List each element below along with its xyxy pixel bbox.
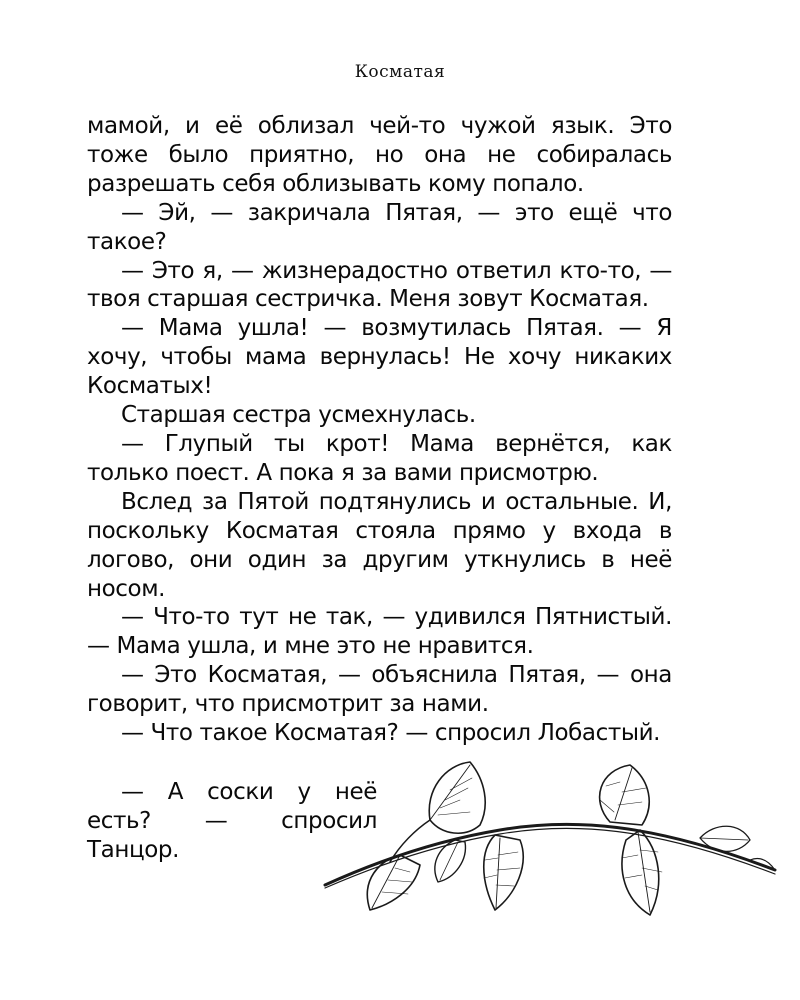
paragraph: Старшая сестра усмехнулась. bbox=[121, 402, 476, 429]
paragraph: — Это Косматая, — объяснила Пятая, — она говорит, что присмотрит за нами. bbox=[87, 662, 672, 718]
running-head: Косматая bbox=[354, 62, 446, 82]
paragraph: Вслед за Пятой подтянулись и остальные. И, поскольку Косматая стояла прямо у входа в логово, они один за другим уткнулись в неё носом. bbox=[87, 488, 672, 602]
paragraph: — Это я, — жизнерадостно ответил кто-то, — твоя старшая сестричка. Меня зовут Косматая. bbox=[87, 257, 672, 313]
birch-branch-icon bbox=[320, 760, 780, 940]
paragraph: — Что такое Косматая? — спросил Лобастый. bbox=[121, 720, 661, 747]
main-text bbox=[87, 112, 672, 748]
paragraph: — Мама ушла! — возмутилась Пятая. — Я хочу, чтобы мама вернулась! Не хочу никаких Косматых! bbox=[87, 315, 672, 400]
paragraph: — А соски у неё есть? — спросил Танцор. bbox=[87, 779, 377, 863]
paragraph: — Что-то тут не так, — удивился Пятнистый. — Мама ушла, и мне это не нравится. bbox=[87, 604, 672, 660]
paragraph: мамой, и её облизал чей-то чужой язык. Это тоже было приятно, но она не собиралась разрешать себя облизывать кому попало. bbox=[87, 113, 672, 197]
paragraph: — Эй, — закричала Пятая, — это ещё что такое? bbox=[87, 199, 672, 255]
paragraph: — Глупый ты крот! Мама вернётся, как только поест. А пока я за вами присмотрю. bbox=[87, 430, 672, 486]
